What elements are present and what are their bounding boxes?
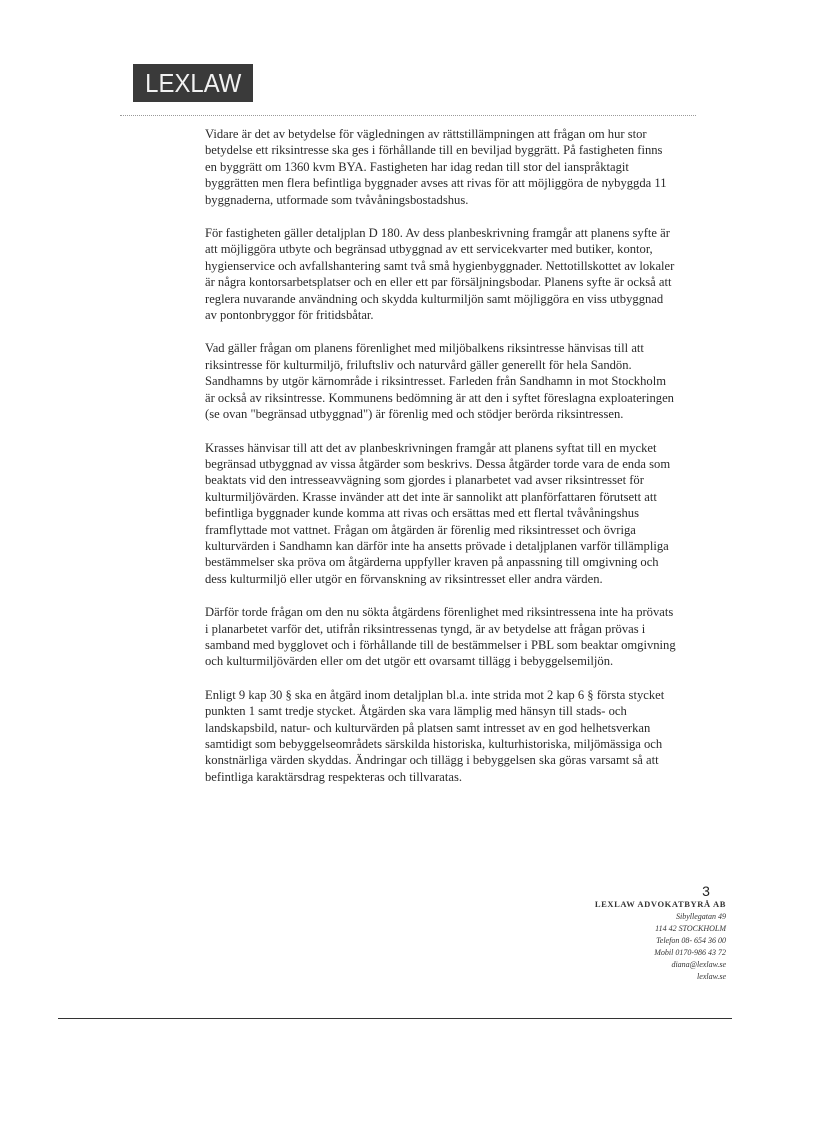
paragraph-3: Vad gäller frågan om planens förenlighet med miljöbalkens riksintresse hänvisas till att riksintresse för kulturmiljö, friluftsliv och naturvård gäller generellt för hela Sandön. Sandhamns by utgör kärnområde i riksintresset. Farleden från Sandhamn in mot Stockholm är också av riksintresse. Kommunens bedömning är att den i syftet föreslagna exploateringen (se ovan "begränsad utbyggnad") är förenlig med och stödjer berörda riksintressen. [205,341,674,422]
logo-text: LEXLAW [144,68,242,98]
paragraph-2: För fastigheten gäller detaljplan D 180. Av dess planbeskrivning framgår att planens syfte är att möjliggöra utbyte och begränsad utbyggnad av ett servicekvarter med butiker, kontor, hygienservice och avfallshantering samt två små hygienbyggnader. Nettotillskottet av lokaler är några kontorsarbetsplatser och en eller ett par försäljningsbodar. Planens syfte är också att reglera nuvarande användning och skydda kulturmiljön samt möjliggöra en viss utbyggnad av pontonbryggor för fritidsbåtar. [205,226,675,323]
document-body [205,126,677,802]
footer-company-name: LEXLAW ADVOKATBYRÅ AB [594,899,726,909]
header-divider [120,115,696,116]
lexlaw-logo [133,64,253,102]
footer-mobile: Mobil 0170-986 43 72 [654,948,726,957]
footer-website[interactable]: lexlaw.se [697,972,726,981]
footer-phone: Telefon 08- 654 36 00 [656,936,726,945]
paragraph-6: Enligt 9 kap 30 § ska en åtgärd inom detaljplan bl.a. inte strida mot 2 kap 6 § första stycket punkten 1 samt tredje stycket. Åtgärden ska vara lämplig med hänsyn till stads- och landskapsbild, natur- och kulturvärden på platsen samt intresset av en god helhetsverkan samtidigt som bebyggelseområdets särskilda historiska, kulturhistoriska, miljömässiga och konstnärliga värden skyddas. Ändringar och tillägg i bebyggelsen ska göras varsamt så att befintliga karaktärsdrag respekteras och tillvaratas. [205,687,665,784]
page-number: 3 [702,883,710,899]
paragraph-4: Krasses hänvisar till att det av planbeskrivningen framgår att planens syftat till en mycket begränsad utbyggnad av vissa åtgärder som beskrivs. Dessa åtgärder torde vara de enda som beaktats vid den intresseavvägning som gjordes i planarbetet vad avser riksintresset för kulturmiljövärden. Krasse invänder att det inte är sannolikt att planförfattaren förutsett att befintliga byggnader kunde komma att rivas och ersättas med ett flertal tvåvåningshus framflyttade mot vattnet. Frågan om åtgärden är förenlig med riksintresset och övriga kulturvärden i Sandhamn kan därför inte ha ansetts prövade i detaljplanen varför tillämpliga bestämmelser ska pröva om åtgärderna uppfyller kraven på anpassning till omgivning och dess kulturmiljö eller utgör en förvanskning av riksintresset eller andra värden. [205,440,671,586]
footer-email[interactable]: diana@lexlaw.se [671,960,726,969]
footer-address-street: Sibyllegatan 49 [676,912,726,921]
footer-address-city: 114 42 STOCKHOLM [655,924,726,933]
footer-contact-block [595,898,726,983]
footer-divider [58,1018,732,1019]
paragraph-5: Därför torde frågan om den nu sökta åtgärdens förenlighet med riksintressena inte ha prövats i planarbetet varför det, utifrån riksintressenas tyngd, är av betydelse att frågan prövas i samband med bygglovet och i förhållande till de bestämmelser i PBL som beaktar omgivning och kulturmiljövärden eller om det utgör ett ovarsamt tillägg i bebyggelsemiljön. [205,605,676,669]
paragraph-1: Vidare är det av betydelse för vägledningen av rättstillämpningen att frågan om hur stor betydelse ett riksintresse ska ges i förhållande till en beviljad byggrätt. På fastigheten finns en byggrätt om 1360 kvm BYA. Fastigheten har idag redan till stor del ianspråktagit byggrätten men flera befintliga byggnader avses att rivas för att möjliggöra de nybyggda 11 byggnaderna, utformade som tvåvåningsbostadshus. [205,127,667,207]
